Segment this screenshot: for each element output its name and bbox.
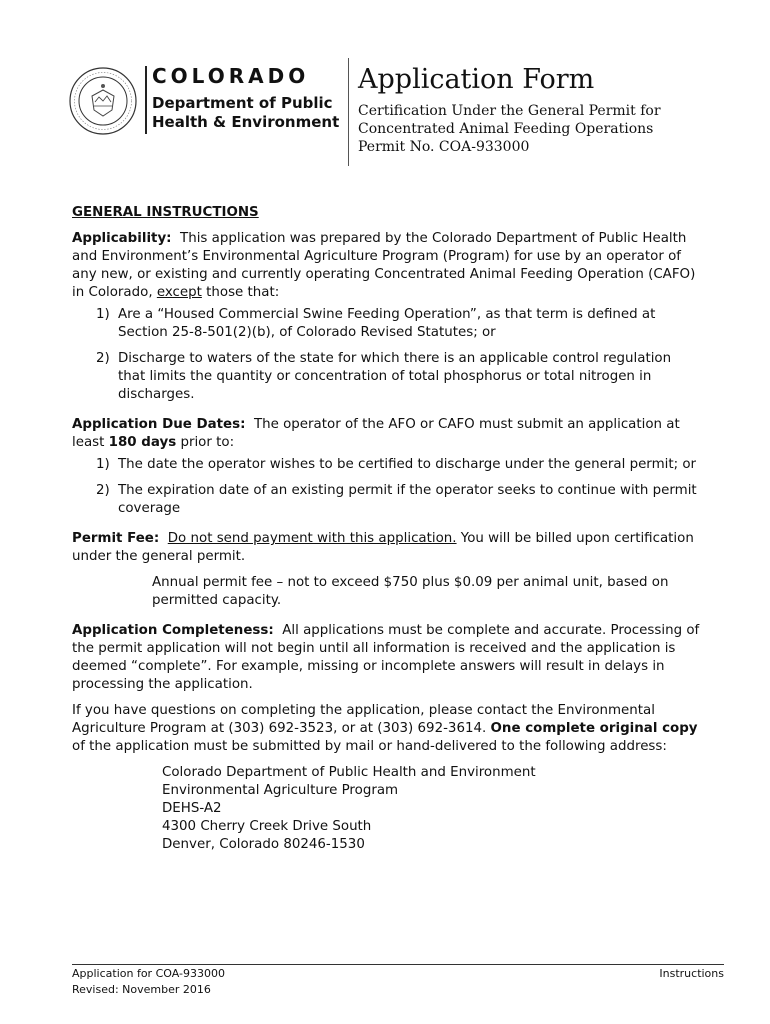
address-line: DEHS-A2 bbox=[162, 801, 222, 816]
list-item bbox=[72, 350, 700, 404]
address-line: Colorado Department of Public Health and Environment bbox=[162, 765, 536, 780]
due-dates-label: Application Due Dates: bbox=[72, 417, 246, 432]
list-item-text: The expiration date of an existing permit if the operator seeks to continue with permit coverage bbox=[118, 483, 697, 516]
list-item-text: Discharge to waters of the state for which there is an applicable control regulation that limits the quantity or concentration of total phosphorus or total nitrogen in discharges. bbox=[118, 351, 672, 402]
applicability-list bbox=[72, 306, 700, 404]
permit-fee-label: Permit Fee: bbox=[72, 531, 160, 546]
logo-divider bbox=[145, 66, 147, 134]
list-number: 1) bbox=[96, 307, 110, 322]
permit-number: Permit No. COA-933000 bbox=[358, 139, 530, 155]
applicability-label: Applicability: bbox=[72, 231, 172, 246]
except-word: except bbox=[156, 285, 202, 300]
permit-fee-section bbox=[72, 530, 700, 610]
state-seal-icon bbox=[68, 66, 138, 136]
applicability-paragraph bbox=[72, 230, 700, 302]
list-item-text: Are a “Housed Commercial Swine Feeding Operation”, as that term is defined at Section 25-8-501(2)(b), of Colorado Revised Statutes; or bbox=[118, 307, 656, 340]
list-number: 2) bbox=[96, 483, 110, 498]
completeness-paragraph bbox=[72, 622, 704, 694]
form-header bbox=[358, 64, 661, 156]
due-dates-section bbox=[72, 416, 700, 518]
form-subtitle-1: Certification Under the General Permit for bbox=[358, 103, 661, 119]
form-title: Application Form bbox=[358, 64, 595, 95]
no-payment-notice: Do not send payment with this application. bbox=[167, 531, 457, 546]
header-divider bbox=[348, 58, 349, 166]
due-dates-paragraph bbox=[72, 416, 700, 452]
annual-fee-detail: Annual permit fee – not to exceed $750 plus $0.09 per animal unit, based on permitted capacity. bbox=[152, 575, 669, 608]
due-days: 180 days bbox=[108, 435, 177, 450]
contact-text-end: of the application must be submitted by mail or hand-delivered to the following address: bbox=[72, 739, 667, 754]
list-item-text: The date the operator wishes to be certified to discharge under the general permit; or bbox=[118, 457, 697, 472]
mailing-address bbox=[72, 764, 700, 854]
contact-text: If you have questions on completing the application, please contact the Environmental Agriculture Program at (303) 692-3523, or at (303) 692-3614. bbox=[72, 703, 655, 736]
due-dates-text: The operator of the AFO or CAFO must submit an application at least bbox=[72, 417, 685, 450]
contact-paragraph bbox=[72, 702, 700, 756]
department-line-2: Health & Environment bbox=[152, 113, 340, 131]
completeness-text: All applications must be complete and accurate. Processing of the permit application will not begin until all information is received and the application is deemed “complete”. For example, missing or incomplete answers will result in delays in processing the application. bbox=[72, 623, 704, 692]
department-line-1: Department of Public bbox=[152, 94, 333, 112]
address-line: Denver, Colorado 80246-1530 bbox=[162, 837, 365, 852]
address-line: Environmental Agriculture Program bbox=[162, 783, 399, 798]
permit-fee-paragraph bbox=[72, 530, 700, 566]
list-item bbox=[72, 482, 700, 518]
applicability-text: This application was prepared by the Colorado Department of Public Health and Environment’s Environmental Agriculture Program (Program) for use by an operator of any new, or existing and currently operating Concentrated Animal Feeding Operation (CAFO) in Colorado, bbox=[72, 231, 700, 300]
footer-rule bbox=[72, 964, 724, 965]
state-name: COLORADO bbox=[152, 64, 310, 88]
completeness-label: Application Completeness: bbox=[72, 623, 274, 638]
footer-left bbox=[72, 966, 225, 998]
original-copy-notice: One complete original copy bbox=[490, 721, 698, 736]
completeness-section bbox=[72, 622, 704, 694]
list-item bbox=[72, 306, 700, 342]
list-item bbox=[72, 456, 700, 474]
instructions-body bbox=[72, 204, 704, 854]
applicability-section bbox=[72, 230, 700, 404]
form-subtitle-2: Concentrated Animal Feeding Operations bbox=[358, 121, 654, 137]
list-number: 1) bbox=[96, 457, 110, 472]
footer-section-label: Instructions bbox=[659, 967, 724, 980]
footer-revised: Revised: November 2016 bbox=[72, 983, 211, 996]
department-logo bbox=[152, 64, 339, 132]
contact-section bbox=[72, 702, 700, 854]
applicability-text-end: those that: bbox=[201, 285, 280, 300]
footer-form-id: Application for COA-933000 bbox=[72, 967, 225, 980]
permit-fee-text: You will be billed upon certification under the general permit. bbox=[72, 531, 694, 564]
due-dates-list bbox=[72, 456, 700, 518]
list-number: 2) bbox=[96, 351, 110, 366]
address-line: 4300 Cherry Creek Drive South bbox=[162, 819, 372, 834]
section-heading: GENERAL INSTRUCTIONS bbox=[72, 205, 259, 220]
due-dates-text-end: prior to: bbox=[176, 435, 235, 450]
